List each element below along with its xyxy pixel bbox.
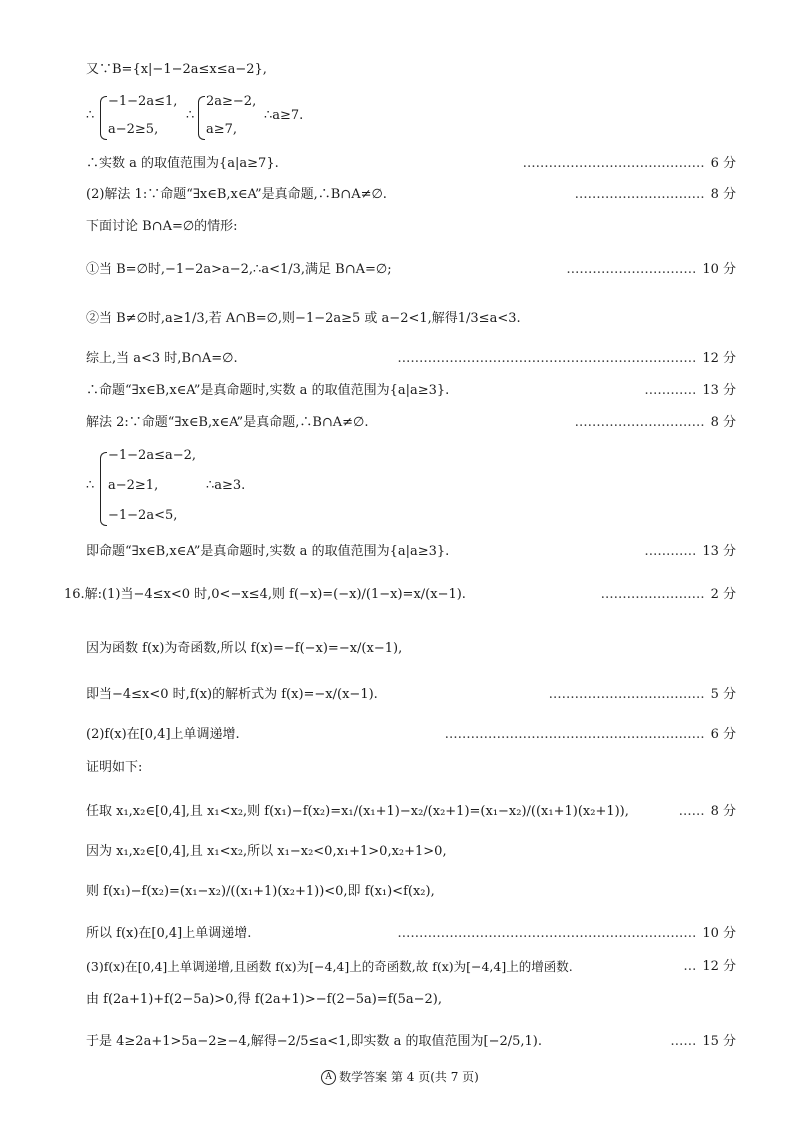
text-line: ②当 B≠∅时,a≥1/3,若 A∩B=∅,则−1−2a≥5 或 a−2<1,解得1/3≤a<3. [86,311,521,326]
score: 2 分 [710,587,736,602]
page-footer [0,1068,800,1085]
score: 12 分 [702,351,736,366]
score: 8 分 [710,187,736,202]
text-line: 即命题“∃x∈B,x∈A”是真命题时,实数 a 的取值范围为{a|a≥3}. ………… 13 分 [86,540,736,564]
score: 5 分 [710,687,736,702]
score: 10 分 [702,262,736,277]
brace-symbol [100,96,107,140]
score: 6 分 [710,727,736,742]
text-line: 于是 4≥2a+1>5a−2≥−4,解得−2/5≤a<1,即实数 a 的取值范围为[−2/5,1). …… 15 分 [86,1030,736,1054]
text-line: 综上,当 a<3 时,B∩A=∅. …………………………………………………………… 12 分 [86,347,736,371]
score: 8 分 [710,804,736,819]
score: 13 分 [702,383,736,398]
score: 6 分 [710,156,736,171]
text-line: 所以 f(x)在[0,4]上单调递增. …………………………………………………………… 10 分 [86,922,736,946]
text-line: 因为函数 f(x)为奇函数,所以 f(x)=−f(−x)=−x/(x−1), [86,641,403,656]
text-line: 即当−4≤x<0 时,f(x)的解析式为 f(x)=−x/(x−1). ……………………………… 5 分 [86,683,736,707]
text-line: (2)解法 1:∵命题“∃x∈B,x∈A”是真命题,∴B∩A≠∅. ………………………… 8 分 [86,183,736,207]
text-line: ∴实数 a 的取值范围为{a|a≥7}. …………………………………… 6 分 [86,152,736,176]
text-line: 则 f(x₁)−f(x₂)=(x₁−x₂)/((x₁+1)(x₂+1))<0,即 f(x₁)<f(x₂), [86,884,435,899]
score: 12 分 [702,959,736,974]
footer-text: 数学答案 第 4 页(共 7 页) [339,1070,479,1084]
text-line: ∴命题“∃x∈B,x∈A”是真命题时,实数 a 的取值范围为{a|a≥3}. ………… 13 分 [86,379,736,403]
text-line: 又∵B={x|−1−2a≤x≤a−2}, [86,62,267,77]
text-line: ①当 B=∅时,−1−2a>a−2,∴a<1/3,满足 B∩A=∅; ………………………… 10 分 [86,258,736,282]
score: 10 分 [702,926,736,941]
brace-symbol [100,452,107,526]
score: 15 分 [702,1034,736,1049]
text-line: (2)f(x)在[0,4]上单调递增. …………………………………………………… 6 分 [86,723,736,747]
score: 13 分 [702,544,736,559]
paper-version-mark: A [321,1070,336,1085]
text-line: 由 f(2a+1)+f(2−5a)>0,得 f(2a+1)>−f(2−5a)=f(5a−2), [86,992,442,1007]
brace-symbol [198,96,205,140]
text-line: 因为 x₁,x₂∈[0,4],且 x₁<x₂,所以 x₁−x₂<0,x₁+1>0,x₂+1>0, [86,844,447,859]
text-line: 任取 x₁,x₂∈[0,4],且 x₁<x₂,则 f(x₁)−f(x₂)=x₁/(x₁+1)−x₂/(x₂+1)=(x₁−x₂)/((x₁+1)(x₂+1)), …… 8 分 [86,800,736,824]
text-line: 证明如下: [86,760,143,775]
score: 8 分 [710,415,736,430]
text-line: 下面讨论 B∩A=∅的情形: [86,219,238,234]
text-line: 解法 2:∵命题“∃x∈B,x∈A”是真命题,∴B∩A≠∅. ………………………… 8 分 [86,411,736,435]
text-line: (3)f(x)在[0,4]上单调递增,且函数 f(x)为[−4,4]上的奇函数,故 f(x)为[−4,4]上的增函数. … 12 分 [86,955,736,979]
text-line: 16.解:(1)当−4≤x<0 时,0<−x≤4,则 f(−x)=(−x)/(1−x)=x/(x−1). …………………… 2 分 [64,583,736,607]
